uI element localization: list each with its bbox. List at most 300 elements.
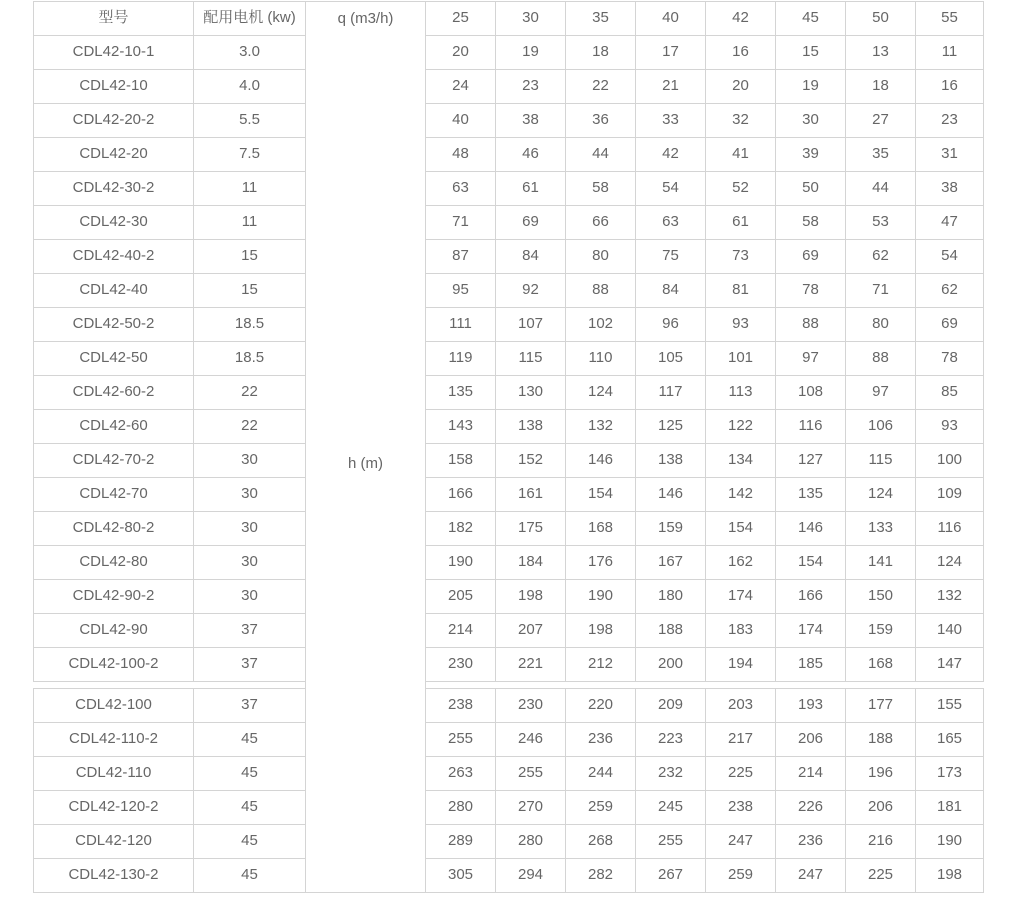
head-value-cell: 96: [636, 308, 706, 342]
table-body: [34, 36, 984, 893]
section-gap-cell: [496, 682, 566, 689]
head-value-cell: 280: [426, 791, 496, 825]
head-value-cell: 244: [566, 757, 636, 791]
head-value-cell: 212: [566, 648, 636, 682]
head-value-cell: 11: [916, 36, 984, 70]
head-value-cell: 97: [776, 342, 846, 376]
head-value-cell: 167: [636, 546, 706, 580]
head-value-cell: 217: [706, 723, 776, 757]
head-value-cell: 106: [846, 410, 916, 444]
head-value-cell: 41: [706, 138, 776, 172]
head-value-cell: 152: [496, 444, 566, 478]
head-value-cell: 42: [636, 138, 706, 172]
table-row: [34, 342, 984, 376]
motor-cell: 4.0: [194, 70, 306, 104]
table-row: [34, 512, 984, 546]
head-value-cell: 93: [916, 410, 984, 444]
head-value-cell: 113: [706, 376, 776, 410]
head-value-cell: 48: [426, 138, 496, 172]
head-value-cell: 15: [776, 36, 846, 70]
head-value-cell: 124: [566, 376, 636, 410]
model-cell: CDL42-40-2: [34, 240, 194, 274]
head-value-cell: 109: [916, 478, 984, 512]
head-value-cell: 168: [846, 648, 916, 682]
head-value-cell: 166: [776, 580, 846, 614]
head-value-cell: 73: [706, 240, 776, 274]
head-value-cell: 38: [916, 172, 984, 206]
motor-cell: 37: [194, 614, 306, 648]
table-row: [34, 410, 984, 444]
head-value-cell: 305: [426, 859, 496, 893]
motor-cell: 18.5: [194, 342, 306, 376]
head-value-cell: 84: [496, 240, 566, 274]
head-value-cell: 182: [426, 512, 496, 546]
head-value-cell: 16: [706, 36, 776, 70]
motor-cell: 37: [194, 689, 306, 723]
head-value-cell: 21: [636, 70, 706, 104]
head-value-cell: 134: [706, 444, 776, 478]
head-value-cell: 238: [706, 791, 776, 825]
motor-cell: 22: [194, 376, 306, 410]
head-value-cell: 263: [426, 757, 496, 791]
head-value-cell: 122: [706, 410, 776, 444]
head-value-cell: 84: [636, 274, 706, 308]
head-value-cell: 132: [916, 580, 984, 614]
section-gap-cell: [916, 682, 984, 689]
section-gap-cell: [194, 682, 306, 689]
head-value-cell: 80: [846, 308, 916, 342]
motor-cell: 45: [194, 859, 306, 893]
model-cell: CDL42-120-2: [34, 791, 194, 825]
table-row: [34, 70, 984, 104]
motor-cell: 30: [194, 444, 306, 478]
model-cell: CDL42-30: [34, 206, 194, 240]
model-cell: CDL42-80: [34, 546, 194, 580]
header-flow-35: 35: [566, 2, 636, 36]
section-gap-cell: [34, 682, 194, 689]
motor-cell: 30: [194, 546, 306, 580]
head-value-cell: 50: [776, 172, 846, 206]
table-row: [34, 172, 984, 206]
head-value-cell: 146: [776, 512, 846, 546]
section-gap-cell: [566, 682, 636, 689]
model-cell: CDL42-20: [34, 138, 194, 172]
head-value-cell: 71: [426, 206, 496, 240]
head-value-cell: 52: [706, 172, 776, 206]
model-cell: CDL42-10: [34, 70, 194, 104]
head-value-cell: 280: [496, 825, 566, 859]
head-value-cell: 124: [846, 478, 916, 512]
head-value-cell: 259: [706, 859, 776, 893]
head-value-cell: 92: [496, 274, 566, 308]
head-value-cell: 232: [636, 757, 706, 791]
head-value-cell: 203: [706, 689, 776, 723]
head-value-cell: 198: [496, 580, 566, 614]
motor-cell: 30: [194, 478, 306, 512]
table-row: [34, 859, 984, 893]
head-value-cell: 159: [636, 512, 706, 546]
header-flow-55: 55: [916, 2, 984, 36]
head-value-cell: 176: [566, 546, 636, 580]
model-cell: CDL42-50-2: [34, 308, 194, 342]
table-row: [34, 478, 984, 512]
head-value-cell: 155: [916, 689, 984, 723]
head-value-cell: 214: [426, 614, 496, 648]
head-value-cell: 53: [846, 206, 916, 240]
header-flow-50: 50: [846, 2, 916, 36]
head-value-cell: 194: [706, 648, 776, 682]
head-value-cell: 225: [706, 757, 776, 791]
head-value-cell: 150: [846, 580, 916, 614]
head-value-cell: 23: [916, 104, 984, 138]
table-row: [34, 580, 984, 614]
head-value-cell: 161: [496, 478, 566, 512]
table-row: [34, 376, 984, 410]
section-gap-cell: [706, 682, 776, 689]
motor-cell: 7.5: [194, 138, 306, 172]
head-value-cell: 16: [916, 70, 984, 104]
head-value-cell: 135: [426, 376, 496, 410]
head-value-cell: 54: [636, 172, 706, 206]
pump-spec-table: [33, 1, 984, 893]
head-value-cell: 46: [496, 138, 566, 172]
head-value-cell: 88: [566, 274, 636, 308]
head-value-cell: 236: [566, 723, 636, 757]
head-value-cell: 255: [426, 723, 496, 757]
model-cell: CDL42-120: [34, 825, 194, 859]
head-value-cell: 30: [776, 104, 846, 138]
head-value-cell: 61: [496, 172, 566, 206]
head-value-cell: 146: [636, 478, 706, 512]
head-value-cell: 100: [916, 444, 984, 478]
model-cell: CDL42-90: [34, 614, 194, 648]
model-cell: CDL42-110-2: [34, 723, 194, 757]
head-value-cell: 230: [496, 689, 566, 723]
head-value-cell: 185: [776, 648, 846, 682]
head-value-cell: 238: [426, 689, 496, 723]
head-value-cell: 33: [636, 104, 706, 138]
head-value-cell: 221: [496, 648, 566, 682]
head-value-cell: 101: [706, 342, 776, 376]
head-value-cell: 255: [636, 825, 706, 859]
head-value-cell: 124: [916, 546, 984, 580]
head-value-cell: 268: [566, 825, 636, 859]
head-value-cell: 110: [566, 342, 636, 376]
model-cell: CDL42-70-2: [34, 444, 194, 478]
head-value-cell: 246: [496, 723, 566, 757]
header-flow-40: 40: [636, 2, 706, 36]
section-gap-cell: [426, 682, 496, 689]
head-value-cell: 140: [916, 614, 984, 648]
table-row: [34, 825, 984, 859]
head-value-cell: 154: [776, 546, 846, 580]
head-value-cell: 44: [566, 138, 636, 172]
head-value-cell: 282: [566, 859, 636, 893]
head-value-cell: 206: [846, 791, 916, 825]
head-value-cell: 259: [566, 791, 636, 825]
head-value-cell: 97: [846, 376, 916, 410]
head-value-cell: 78: [916, 342, 984, 376]
head-value-cell: 27: [846, 104, 916, 138]
head-value-cell: 190: [426, 546, 496, 580]
head-value-cell: 39: [776, 138, 846, 172]
header-motor: 配用电机 (kw): [194, 2, 306, 36]
head-value-cell: 54: [916, 240, 984, 274]
motor-cell: 45: [194, 757, 306, 791]
section-gap-row: [34, 682, 984, 689]
head-value-cell: 166: [426, 478, 496, 512]
head-value-cell: 107: [496, 308, 566, 342]
head-value-cell: 40: [426, 104, 496, 138]
header-flow-45: 45: [776, 2, 846, 36]
head-value-cell: 184: [496, 546, 566, 580]
head-value-cell: 20: [426, 36, 496, 70]
head-value-cell: 62: [916, 274, 984, 308]
table-row: [34, 757, 984, 791]
head-value-cell: 20: [706, 70, 776, 104]
head-value-cell: 13: [846, 36, 916, 70]
motor-cell: 5.5: [194, 104, 306, 138]
head-value-cell: 294: [496, 859, 566, 893]
table-row: [34, 240, 984, 274]
model-cell: CDL42-130-2: [34, 859, 194, 893]
head-value-cell: 230: [426, 648, 496, 682]
table-row: [34, 791, 984, 825]
head-value-cell: 214: [776, 757, 846, 791]
head-value-cell: 19: [776, 70, 846, 104]
head-unit-cell: h (m): [306, 36, 426, 893]
head-value-cell: 173: [916, 757, 984, 791]
head-value-cell: 105: [636, 342, 706, 376]
head-value-cell: 247: [776, 859, 846, 893]
head-value-cell: 236: [776, 825, 846, 859]
head-value-cell: 154: [706, 512, 776, 546]
motor-cell: 30: [194, 512, 306, 546]
head-value-cell: 247: [706, 825, 776, 859]
head-value-cell: 47: [916, 206, 984, 240]
head-value-cell: 115: [496, 342, 566, 376]
head-value-cell: 226: [776, 791, 846, 825]
head-value-cell: 193: [776, 689, 846, 723]
head-value-cell: 188: [846, 723, 916, 757]
head-value-cell: 88: [776, 308, 846, 342]
head-value-cell: 22: [566, 70, 636, 104]
header-row: [34, 2, 984, 36]
section-gap-cell: [776, 682, 846, 689]
head-value-cell: 196: [846, 757, 916, 791]
model-cell: CDL42-50: [34, 342, 194, 376]
head-value-cell: 71: [846, 274, 916, 308]
head-value-cell: 88: [846, 342, 916, 376]
head-value-cell: 188: [636, 614, 706, 648]
head-value-cell: 85: [916, 376, 984, 410]
head-value-cell: 31: [916, 138, 984, 172]
table-row: [34, 546, 984, 580]
head-value-cell: 78: [776, 274, 846, 308]
head-value-cell: 174: [776, 614, 846, 648]
head-value-cell: 69: [776, 240, 846, 274]
head-value-cell: 270: [496, 791, 566, 825]
model-cell: CDL42-10-1: [34, 36, 194, 70]
head-value-cell: 115: [846, 444, 916, 478]
head-value-cell: 174: [706, 580, 776, 614]
table-row: [34, 274, 984, 308]
head-value-cell: 220: [566, 689, 636, 723]
head-value-cell: 111: [426, 308, 496, 342]
head-value-cell: 63: [426, 172, 496, 206]
head-value-cell: 61: [706, 206, 776, 240]
head-value-cell: 87: [426, 240, 496, 274]
table-row: [34, 723, 984, 757]
head-value-cell: 75: [636, 240, 706, 274]
head-value-cell: 200: [636, 648, 706, 682]
motor-cell: 18.5: [194, 308, 306, 342]
table-row: [34, 138, 984, 172]
head-value-cell: 168: [566, 512, 636, 546]
head-value-cell: 93: [706, 308, 776, 342]
head-value-cell: 44: [846, 172, 916, 206]
head-value-cell: 255: [496, 757, 566, 791]
head-value-cell: 69: [496, 206, 566, 240]
head-value-cell: 116: [916, 512, 984, 546]
head-value-cell: 17: [636, 36, 706, 70]
head-value-cell: 190: [566, 580, 636, 614]
head-value-cell: 225: [846, 859, 916, 893]
head-value-cell: 127: [776, 444, 846, 478]
head-value-cell: 24: [426, 70, 496, 104]
head-value-cell: 81: [706, 274, 776, 308]
model-cell: CDL42-100-2: [34, 648, 194, 682]
head-value-cell: 135: [776, 478, 846, 512]
head-value-cell: 62: [846, 240, 916, 274]
head-value-cell: 138: [636, 444, 706, 478]
header-flow-42: 42: [706, 2, 776, 36]
table-row: [34, 308, 984, 342]
motor-cell: 45: [194, 791, 306, 825]
motor-cell: 11: [194, 172, 306, 206]
head-value-cell: 138: [496, 410, 566, 444]
motor-cell: 37: [194, 648, 306, 682]
head-value-cell: 147: [916, 648, 984, 682]
motor-cell: 45: [194, 825, 306, 859]
head-value-cell: 18: [566, 36, 636, 70]
motor-cell: 15: [194, 274, 306, 308]
head-value-cell: 63: [636, 206, 706, 240]
head-value-cell: 19: [496, 36, 566, 70]
table-row: [34, 104, 984, 138]
model-cell: CDL42-90-2: [34, 580, 194, 614]
head-value-cell: 38: [496, 104, 566, 138]
head-value-cell: 154: [566, 478, 636, 512]
model-cell: CDL42-80-2: [34, 512, 194, 546]
head-value-cell: 175: [496, 512, 566, 546]
head-value-cell: 32: [706, 104, 776, 138]
head-value-cell: 133: [846, 512, 916, 546]
table-row: [34, 206, 984, 240]
model-cell: CDL42-20-2: [34, 104, 194, 138]
motor-cell: 45: [194, 723, 306, 757]
head-value-cell: 180: [636, 580, 706, 614]
head-value-cell: 69: [916, 308, 984, 342]
head-value-cell: 216: [846, 825, 916, 859]
head-value-cell: 209: [636, 689, 706, 723]
model-cell: CDL42-110: [34, 757, 194, 791]
table-row: [34, 614, 984, 648]
model-cell: CDL42-60-2: [34, 376, 194, 410]
head-value-cell: 267: [636, 859, 706, 893]
motor-cell: 15: [194, 240, 306, 274]
head-value-cell: 289: [426, 825, 496, 859]
head-value-cell: 141: [846, 546, 916, 580]
head-value-cell: 190: [916, 825, 984, 859]
head-value-cell: 58: [566, 172, 636, 206]
model-cell: CDL42-40: [34, 274, 194, 308]
head-value-cell: 35: [846, 138, 916, 172]
head-value-cell: 36: [566, 104, 636, 138]
head-value-cell: 158: [426, 444, 496, 478]
head-value-cell: 102: [566, 308, 636, 342]
head-value-cell: 177: [846, 689, 916, 723]
motor-cell: 3.0: [194, 36, 306, 70]
head-value-cell: 183: [706, 614, 776, 648]
head-value-cell: 162: [706, 546, 776, 580]
table-header: [34, 2, 984, 36]
section-gap-cell: [846, 682, 916, 689]
model-cell: CDL42-30-2: [34, 172, 194, 206]
page: [0, 1, 1024, 904]
header-flow-25: 25: [426, 2, 496, 36]
head-value-cell: 146: [566, 444, 636, 478]
head-value-cell: 95: [426, 274, 496, 308]
head-value-cell: 142: [706, 478, 776, 512]
head-value-cell: 198: [566, 614, 636, 648]
table-row: [34, 444, 984, 478]
head-value-cell: 165: [916, 723, 984, 757]
head-value-cell: 66: [566, 206, 636, 240]
table-row: [34, 36, 984, 70]
head-value-cell: 132: [566, 410, 636, 444]
head-value-cell: 223: [636, 723, 706, 757]
head-value-cell: 80: [566, 240, 636, 274]
head-value-cell: 125: [636, 410, 706, 444]
head-value-cell: 198: [916, 859, 984, 893]
header-flow: q (m3/h): [306, 2, 426, 36]
head-value-cell: 206: [776, 723, 846, 757]
head-value-cell: 205: [426, 580, 496, 614]
table-row: [34, 648, 984, 682]
motor-cell: 30: [194, 580, 306, 614]
head-value-cell: 245: [636, 791, 706, 825]
head-value-cell: 23: [496, 70, 566, 104]
header-model: 型号: [34, 2, 194, 36]
model-cell: CDL42-100: [34, 689, 194, 723]
model-cell: CDL42-70: [34, 478, 194, 512]
section-gap-cell: [636, 682, 706, 689]
head-value-cell: 108: [776, 376, 846, 410]
head-value-cell: 116: [776, 410, 846, 444]
head-value-cell: 18: [846, 70, 916, 104]
head-value-cell: 58: [776, 206, 846, 240]
head-value-cell: 117: [636, 376, 706, 410]
head-value-cell: 159: [846, 614, 916, 648]
motor-cell: 11: [194, 206, 306, 240]
table-row: [34, 689, 984, 723]
model-cell: CDL42-60: [34, 410, 194, 444]
head-value-cell: 130: [496, 376, 566, 410]
head-value-cell: 181: [916, 791, 984, 825]
head-value-cell: 143: [426, 410, 496, 444]
motor-cell: 22: [194, 410, 306, 444]
